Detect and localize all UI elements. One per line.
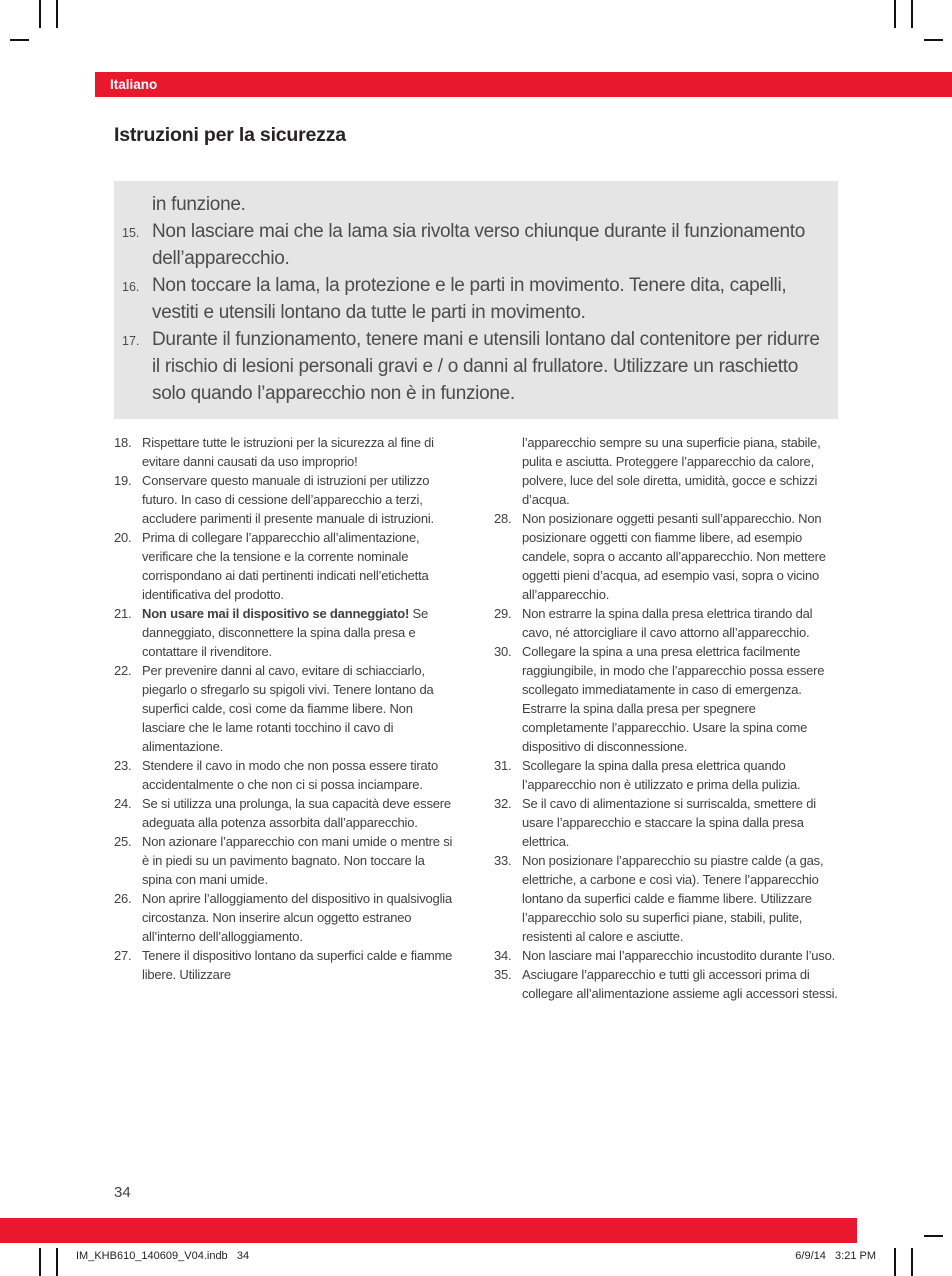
list-item bbox=[494, 946, 838, 965]
crop-mark bbox=[911, 0, 913, 28]
right-column bbox=[494, 433, 838, 1003]
page-content bbox=[114, 124, 838, 1003]
item-text: Non azionare l’apparecchio con mani umide o mentre si è in piedi su un pavimento bagnato. Non toccare la spina con mani umide. bbox=[142, 834, 453, 887]
list-item bbox=[494, 509, 838, 604]
item-text: Non lasciare mai l’apparecchio incustodito durante l’uso. bbox=[522, 948, 836, 963]
list-item bbox=[494, 851, 838, 946]
list-item bbox=[122, 272, 824, 326]
item-text: Non estrarre la spina dalla presa elettrica tirando dal cavo, né attorcigliare il cavo attorno all’apparecchio. bbox=[522, 606, 813, 640]
item-text: Non posizionare oggetti pesanti sull’apparecchio. Non posizionare oggetti con fiamme libere, ad esempio candele, sopra o accanto all’apparecchio. Non mettere oggetti pieni d’acqua, ad esempio vasi, sopra o vicino all’apparecchio. bbox=[522, 511, 826, 602]
page-number: 34 bbox=[114, 1184, 131, 1201]
list-item bbox=[494, 965, 838, 1003]
item-number: 26. bbox=[114, 891, 132, 906]
list-item bbox=[114, 756, 458, 794]
crop-mark bbox=[911, 1248, 913, 1276]
item-number: 35. bbox=[494, 967, 512, 982]
left-column bbox=[114, 433, 458, 1003]
item-number: 24. bbox=[114, 796, 132, 811]
item-text: Collegare la spina a una presa elettrica facilmente raggiungibile, in modo che l’apparecchio possa essere scollegato immediatamente in caso di emergenza. Estrarre la spina dalla presa per spegnere completamente l’apparecchio. Usare la spina come dispositivo di disconnessione. bbox=[522, 644, 825, 754]
highlighted-safety-box bbox=[114, 181, 838, 419]
page-title: Istruzioni per la sicurezza bbox=[114, 124, 346, 146]
list-item bbox=[494, 433, 838, 509]
list-item bbox=[114, 661, 458, 756]
item-text: Conservare questo manuale di istruzioni per utilizzo futuro. In caso di cessione dell’apparecchio a terzi, accludere parimenti il presente manuale di istruzioni. bbox=[142, 473, 434, 526]
bold-warning-text: Non usare mai il dispositivo se danneggiato! bbox=[142, 606, 410, 621]
footer-filename: IM_KHB610_140609_V04.indb 34 bbox=[76, 1250, 250, 1262]
item-text: Non lasciare mai che la lama sia rivolta verso chiunque durante il funzionamento dell’apparecchio. bbox=[152, 221, 805, 269]
crop-mark bbox=[894, 0, 896, 28]
list-item bbox=[122, 326, 824, 407]
crop-mark bbox=[924, 39, 943, 41]
item-text: Se il cavo di alimentazione si surriscalda, smettere di usare l’apparecchio e staccare la spina dalla presa elettrica. bbox=[522, 796, 816, 849]
list-item bbox=[114, 889, 458, 946]
list-item bbox=[114, 604, 458, 661]
bottom-accent-bar bbox=[0, 1218, 857, 1243]
item-number: 22. bbox=[114, 663, 132, 678]
item-text: in funzione. bbox=[152, 194, 246, 215]
list-item bbox=[494, 642, 838, 756]
item-number: 18. bbox=[114, 435, 132, 450]
crop-mark bbox=[56, 0, 58, 28]
item-number: 25. bbox=[114, 834, 132, 849]
item-number: 34. bbox=[494, 948, 512, 963]
two-column-body bbox=[114, 433, 838, 1003]
item-number: 20. bbox=[114, 530, 132, 545]
item-number: 27. bbox=[114, 948, 132, 963]
list-item bbox=[114, 946, 458, 984]
item-text: Se si utilizza una prolunga, la sua capacità deve essere adeguata alla potenza assorbita dall’apparecchio. bbox=[142, 796, 451, 830]
crop-mark bbox=[924, 1235, 943, 1237]
list-item bbox=[114, 433, 458, 471]
list-item bbox=[114, 528, 458, 604]
item-number: 21. bbox=[114, 606, 132, 621]
list-item bbox=[494, 756, 838, 794]
item-text: Rispettare tutte le istruzioni per la sicurezza al fine di evitare danni causati da uso improprio! bbox=[142, 435, 434, 469]
list-item bbox=[494, 604, 838, 642]
item-number: 29. bbox=[494, 606, 512, 621]
item-number: 32. bbox=[494, 796, 512, 811]
item-number: 16. bbox=[122, 280, 140, 294]
crop-mark bbox=[894, 1248, 896, 1276]
list-item bbox=[114, 471, 458, 528]
item-text bbox=[142, 604, 458, 661]
language-label: Italiano bbox=[110, 77, 158, 92]
item-text: Tenere il dispositivo lontano da superfici calde e fiamme libere. Utilizzare bbox=[142, 948, 453, 982]
list-item bbox=[494, 794, 838, 851]
item-text: Non toccare la lama, la protezione e le parti in movimento. Tenere dita, capelli, vestiti e utensili lontano da tutte le parti in movimento. bbox=[152, 275, 787, 323]
crop-mark bbox=[39, 1248, 41, 1276]
language-header-bar bbox=[95, 72, 952, 97]
list-item bbox=[122, 191, 824, 218]
item-number: 17. bbox=[122, 334, 140, 348]
item-number: 31. bbox=[494, 758, 512, 773]
list-item bbox=[114, 794, 458, 832]
item-number: 30. bbox=[494, 644, 512, 659]
list-item bbox=[122, 218, 824, 272]
item-number: 19. bbox=[114, 473, 132, 488]
footer-datetime: 6/9/14 3:21 PM bbox=[795, 1250, 876, 1262]
item-number: 23. bbox=[114, 758, 132, 773]
item-text: Stendere il cavo in modo che non possa essere tirato accidentalmente o che non ci si possa inciampare. bbox=[142, 758, 439, 792]
crop-mark bbox=[56, 1248, 58, 1276]
item-text: Durante il funzionamento, tenere mani e utensili lontano dal contenitore per ridurre il rischio di lesioni personali gravi e / o danni al frullatore. Utilizzare un raschietto solo quando l’apparecchio non è in funzione. bbox=[152, 329, 820, 404]
list-item bbox=[114, 832, 458, 889]
item-number: 33. bbox=[494, 853, 512, 868]
item-text-rest: Se danneggiato, disconnettere la spina dalla presa e contattare il rivenditore. bbox=[142, 606, 429, 659]
item-text: Scollegare la spina dalla presa elettrica quando l’apparecchio non è utilizzato e prima della pulizia. bbox=[522, 758, 801, 792]
item-text: Prima di collegare l’apparecchio all’alimentazione, verificare che la tensione e la corrente nominale corrispondano ai dati pertinenti indicati nell’etichetta identificativa del prodotto. bbox=[142, 530, 429, 602]
item-text: Per prevenire danni al cavo, evitare di schiacciarlo, piegarlo o sfregarlo su spigoli vivi. Tenere lontano da superfici calde, così come da fiamme libere. Non lasciare che le lame rotanti tocchino il cavo di alimentazione. bbox=[142, 663, 434, 754]
crop-mark bbox=[10, 39, 29, 41]
crop-mark bbox=[39, 0, 41, 28]
item-text: Non aprire l’alloggiamento del dispositivo in qualsivoglia circostanza. Non inserire alcun oggetto estraneo all’interno dell’alloggiamento. bbox=[142, 891, 452, 944]
item-text: Non posizionare l’apparecchio su piastre calde (a gas, elettriche, a carbone e così via). Tenere l’apparecchio lontano da superfici calde e fiamme libere. Utilizzare l’apparecchio solo su superfici piane, stabili, pulite, resistenti al calore e asciutte. bbox=[522, 853, 824, 944]
item-text: Asciugare l’apparecchio e tutti gli accessori prima di collegare all’alimentazione assieme agli accessori stessi. bbox=[522, 967, 838, 1001]
item-number: 15. bbox=[122, 226, 140, 240]
item-number: 28. bbox=[494, 511, 512, 526]
item-text: l’apparecchio sempre su una superficie piana, stabile, pulita e asciutta. Proteggere l’apparecchio da calore, polvere, luce del sole diretta, umidità, gocce e schizzi d’acqua. bbox=[522, 435, 821, 507]
